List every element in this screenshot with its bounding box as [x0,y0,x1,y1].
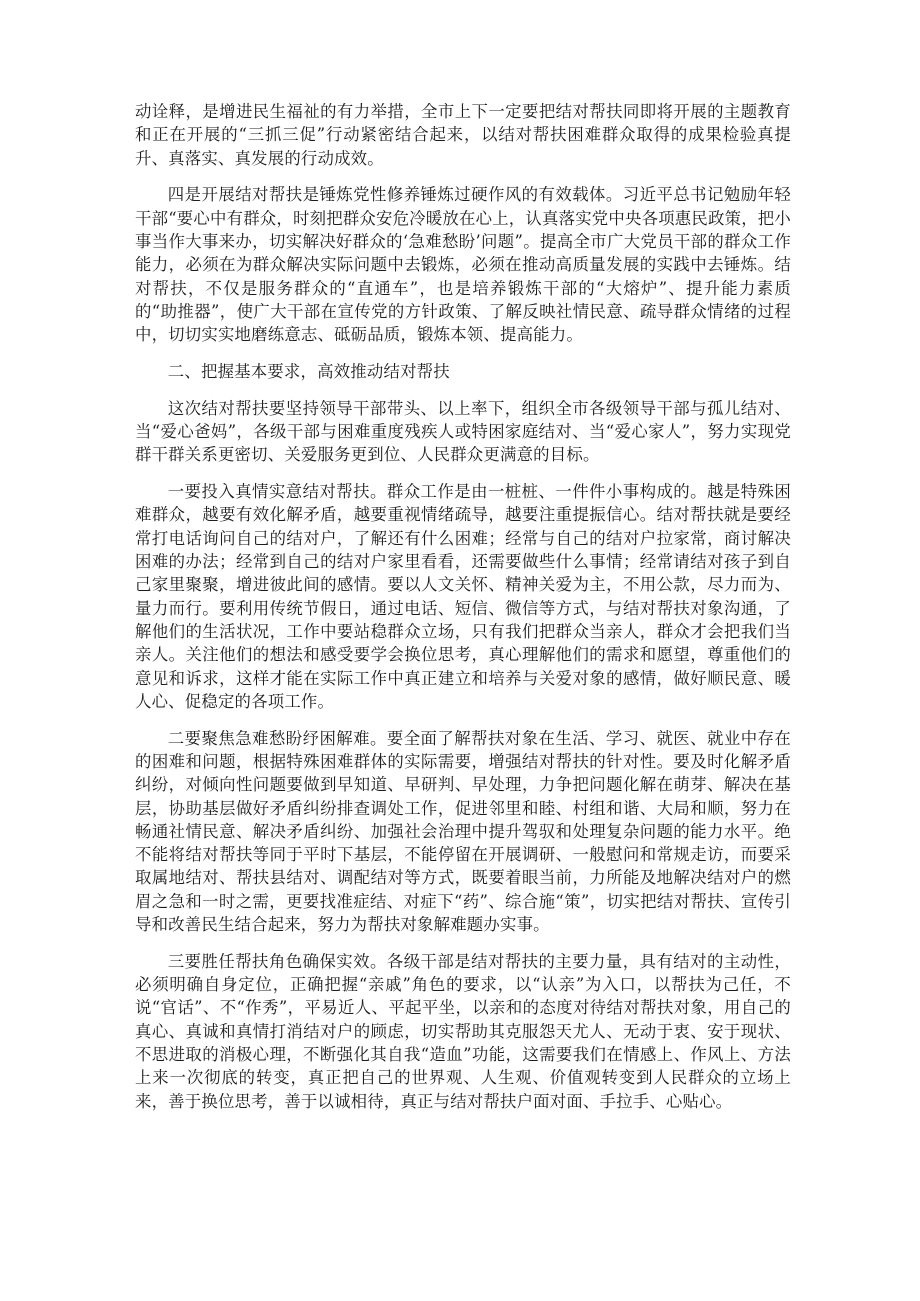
paragraph-requirement-one: 一要投入真情实意结对帮扶。群众工作是由一桩桩、一件件小事构成的。越是特殊困难群众，越要有效化解矛盾，越要重视情绪疏导，越要注重提振信心。结对帮扶就是要经常打电话询问自己的结对户，了解还有什么困难；经常与自己的结对户拉家常，商讨解决困难的办法；经常到自己的结对户家里看看，还需要做些什么事情；经常请结对孩子到自己家里聚聚，增进彼此间的感情。要以人文关怀、精神关爱为主，不用公款，尽力而为、量力而行。要利用传统节假日，通过电话、短信、微信等方式，与结对帮扶对象沟通，了解他们的生活状况，工作中要站稳群众立场，只有我们把群众当亲人，群众才会把我们当亲人。关注他们的想法和感受要学会换位思考，真心理解他们的需求和愿望，尊重他们的意见和诉求，这样才能在实际工作中真正建立和培养与关爱对象的感情，做好顺民意、暖人心、促稳定的各项工作。 [135,482,791,711]
document-body [135,100,791,1126]
paragraph-point-four: 四是开展结对帮扶是锤炼党性修养锤炼过硬作风的有效载体。习近平总书记勉励年轻干部“要心中有群众，时刻把群众安危冷暖放在心上，认真落实党中央各项惠民政策，把小事当作大事来办，切实解决好群众的‘急难愁盼’问题”。提高全市广大党员干部的群众工作能力，必须在为群众解决实际问题中去锻炼，必须在推动高质量发展的实践中去锤炼。结对帮扶，不仅是服务群众的“直通车”，也是培养锻炼干部的“大熔炉”、提升能力素质的“助推器”，使广大干部在宣传党的方针政策、了解反映社情民意、疏导群众情绪的过程中，切切实实地磨练意志、砥砺品质，锻炼本领、提高能力。 [135,185,791,345]
paragraph-requirement-two: 二要聚焦急难愁盼纾困解难。要全面了解帮扶对象在生活、学习、就医、就业中存在的困难和问题，根据特殊困难群体的实际需要，增强结对帮扶的针对性。要及时化解矛盾纠纷，对倾向性问题要做到早知道、早研判、早处理，力争把问题化解在萌芽、解决在基层，协助基层做好矛盾纠纷排查调处工作，促进邻里和睦、村组和谐、大局和顺，努力在畅通社情民意、解决矛盾纠纷、加强社会治理中提升驾驭和处理复杂问题的能力水平。绝不能将结对帮扶等同于平时下基层，不能停留在开展调研、一般慰问和常规走访，而要采取属地结对、帮扶县结对、调配结对等方式，既要着眼当前，力所能及地解决结对户的燃眉之急和一时之需，更要找准症结、对症下“药”、综合施“策”，切实把结对帮扶、宣传引导和改善民生结合起来，努力为帮扶对象解难题办实事。 [135,728,791,934]
paragraph-intro: 这次结对帮扶要坚持领导干部带头、以上率下，组织全市各级领导干部与孤儿结对、当“爱心爸妈”，各级干部与困难重度残疾人或特困家庭结对、当“爱心家人”，努力实现党群干群关系更密切、关爱服务更到位、人民群众更满意的目标。 [135,398,791,465]
paragraph-requirement-three: 三要胜任帮扶角色确保实效。各级干部是结对帮扶的主要力量，具有结对的主动性，必须明确自身定位，正确把握“亲戚”角色的要求，以“认亲”为入口，以帮扶为己任，不说“官话”、不“作秀”，平易近人、平起平坐，以亲和的态度对待结对帮扶对象，用自己的真心、真诚和真情打消结对户的顾虑，切实帮助其克服怨天尤人、无动于衷、安于现状、不思进取的消极心理，不断强化其自我“造血”功能，这需要我们在情感上、作风上、方法上来一次彻底的转变，真正把自己的世界观、人生观、价值观转变到人民群众的立场上来，善于换位思考，善于以诚相待，真正与结对帮扶户面对面、手拉手、心贴心。 [135,951,791,1111]
section-heading-two: 二、把握基本要求，高效推动结对帮扶 [167,361,450,381]
paragraph-continuation: 动诠释，是增进民生福祉的有力举措，全市上下一定要把结对帮扶同即将开展的主题教育和正在开展的“三抓三促”行动紧密结合起来，以结对帮扶困难群众取得的成果检验真提升、真落实、真发展的行动成效。 [135,102,791,168]
